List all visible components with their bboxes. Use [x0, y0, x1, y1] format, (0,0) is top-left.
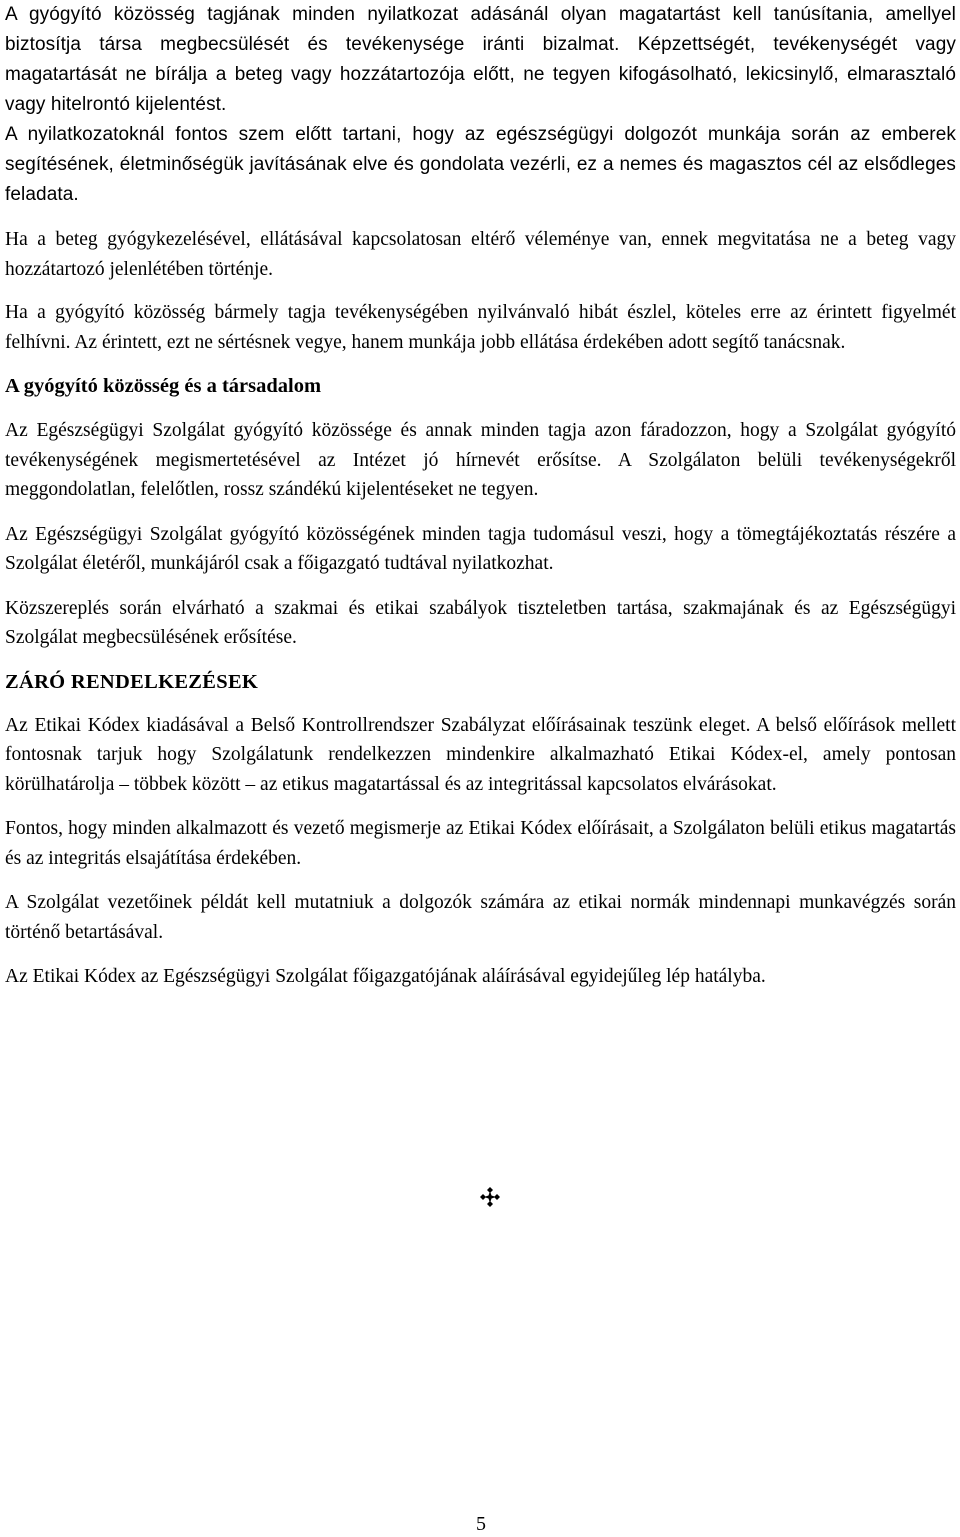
paragraph-reputation: Az Egészségügyi Szolgálat gyógyító közössége és annak minden tagja azon fáradozzon, hogy a Szolgálat gyógyító tevékenységének megismertetésével az Intézet jó hírnevét erősítse. A Szolgálaton belüli tevékenységekről meggondolatlan, felelőtlen, rossz szándékú kijelentéseket ne tegyen. — [5, 420, 956, 500]
paragraph-code-issuance: Az Etikai Kódex kiadásával a Belső Kontrollrendszer Szabályzat előírásainak teszünk eleget. A belső előírások mellett fontosnak tarjuk hogy Szolgálatunk rendelkezzen mindenkire alkalmazható Etikai Kódex-el, amely pontosan körülhatárolja – többek között – az etikus magatartással és az integritással kapcsolatos elvárásokat. — [5, 714, 956, 795]
paragraph-obvious-error: Ha a gyógyító közösség bármely tagja tevékenységében nyilvánvaló hibát észlel, köteles erre az érintett figyelmét felhívni. Az érintett, ezt ne sértésnek vegye, hanem munkája jobb ellátása érdekében adott segítő tanácsnak. — [5, 302, 956, 353]
page-number — [0, 1512, 960, 1536]
paragraph-employees-learn: Fontos, hogy minden alkalmazott és vezető megismerje az Etikai Kódex előírásait, a Szolgálaton belüli etikus magatartás és az integritás elsajátítása érdekében. — [5, 818, 956, 869]
paragraph-media: Az Egészségügyi Szolgálat gyógyító közösségének minden tagja tudomásul veszi, hogy a tömegtájékoztatás részére a Szolgálat életéről, munkájáról csak a főigazgató tudtával nyilatkozhat. — [5, 523, 956, 574]
paragraph-statements-purpose: A nyilatkozatoknál fontos szem előtt tartani, hogy az egészségügyi dolgozót munkája során az emberek segítésének, életminőségük javításának elve és gondolata vezérli, ez a nemes és magasztos cél az elsődleges feladata. — [5, 124, 956, 205]
four-diamond-bullet-icon — [479, 1186, 501, 1208]
paragraph-treatment-disagreement: Ha a beteg gyógykezelésével, ellátásával kapcsolatosan eltérő véleménye van, ennek megvitatása ne a beteg vagy hozzátartozó jelenlétében történje. — [5, 229, 956, 280]
page-number-text: 5 — [476, 1513, 486, 1535]
paragraph-entry-into-force: Az Etikai Kódex az Egészségügyi Szolgálat főigazgatójának aláírásával egyidejűleg lép hatályba. — [5, 966, 766, 987]
section-heading-society: A gyógyító közösség és a társadalom — [5, 375, 322, 397]
paragraph-leaders-example: A Szolgálat vezetőinek példát kell mutatniuk a dolgozók számára az etikai normák mindennapi munkavégzés során történő betartásával. — [5, 892, 956, 943]
paragraph-public-appearance: Közszereplés során elvárható a szakmai és etikai szabályok tiszteletben tartása, szakmajának és az Egészségügyi Szolgálat megbecsülésének erősítése. — [5, 597, 956, 648]
document-page — [5, 0, 956, 992]
section-heading-final-provisions: ZÁRÓ RENDELKEZÉSEK — [5, 670, 259, 693]
paragraph-statements-conduct: A gyógyító közösség tagjának minden nyilatkozat adásánál olyan magatartást kell tanúsítania, amellyel biztosítja társa megbecsülését és tevékenysége iránti bizalmat. Képzettségét, tevékenységét vagy magatartását ne bírálja a beteg vagy hozzátartozója előtt, ne tegyen kifogásolható, lekicsinylő, elmarasztaló vagy hitelrontó kijelentést. — [5, 4, 956, 115]
